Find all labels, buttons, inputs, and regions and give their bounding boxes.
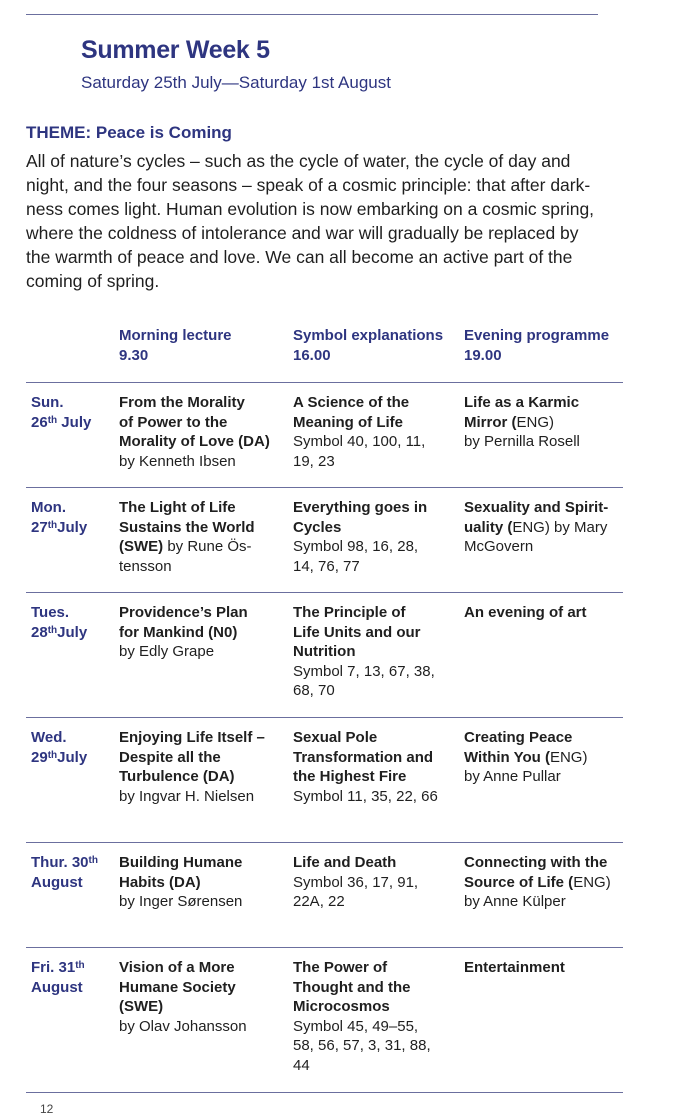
session-title-line: Turbulence (DA) xyxy=(119,768,235,786)
row-divider xyxy=(26,947,623,948)
session-title-line: Despite all the xyxy=(119,748,221,766)
morning-lecture-cell xyxy=(119,728,289,806)
page-number: 12 xyxy=(40,1102,54,1116)
session-detail-line: Symbol 36, 17, 91, xyxy=(293,873,419,891)
session-detail-part: ENG) xyxy=(573,873,611,891)
intro-line: where the coldness of intolerance and war will gradually be replaced by xyxy=(26,223,579,243)
session-title-line: Connecting with the xyxy=(464,854,608,871)
session-title-line: (SWE) xyxy=(119,998,164,1016)
session-detail-line: by Ingvar H. Nielsen xyxy=(119,787,255,805)
session-detail-line: tensson xyxy=(119,557,172,575)
session-title-line: Providence’s Plan xyxy=(119,604,248,621)
evening-programme-cell xyxy=(464,498,624,557)
session-title-line: Sexuality and Spirit- xyxy=(464,499,609,516)
bottom-rule xyxy=(26,1092,623,1093)
day-line xyxy=(31,518,117,538)
day-month: July xyxy=(57,623,88,641)
top-rule xyxy=(26,14,598,15)
day-cell xyxy=(31,393,117,432)
day-cell xyxy=(31,498,117,537)
day-name: Fri. 31 xyxy=(31,959,76,976)
session-title-line: Microcosmos xyxy=(293,998,390,1016)
session-title-line: of Power to the xyxy=(119,413,228,431)
day-month: July xyxy=(57,413,92,431)
column-time: 19.00 xyxy=(464,347,502,364)
session-detail-line: by Pernilla Rosell xyxy=(464,433,580,451)
intro-line: coming of spring. xyxy=(26,271,160,291)
day-line xyxy=(31,748,117,768)
session-mixed-line xyxy=(464,518,624,538)
session-detail-line: 68, 70 xyxy=(293,682,335,700)
session-detail-line: 14, 76, 77 xyxy=(293,557,360,575)
session-title-part: Mirror ( xyxy=(464,413,517,431)
intro-paragraph xyxy=(26,149,666,293)
column-label: Morning lecture xyxy=(119,327,232,344)
day-name: Mon. xyxy=(31,499,66,516)
session-detail-line: 22A, 22 xyxy=(293,893,345,911)
day-suffix: th xyxy=(47,624,58,636)
day-number: 27 xyxy=(31,518,48,536)
evening-programme-cell xyxy=(464,603,624,623)
session-detail-part: ENG) by Mary xyxy=(512,518,608,536)
session-title-line: Life Units and our xyxy=(293,623,421,641)
morning-lecture-cell xyxy=(119,853,289,912)
row-divider xyxy=(26,592,623,593)
session-title-line: From the Morality xyxy=(119,394,245,411)
evening-programme-cell xyxy=(464,728,624,787)
session-title-line: Sustains the World xyxy=(119,518,255,536)
intro-line: ness comes light. Human evolution is now embarking on a cosmic spring, xyxy=(26,199,595,219)
day-name: Tues. xyxy=(31,604,70,621)
morning-lecture-cell xyxy=(119,393,289,471)
day-name: Sun. xyxy=(31,394,64,411)
session-title-part: Within You ( xyxy=(464,748,550,766)
session-detail-line: by Kenneth Ibsen xyxy=(119,452,236,470)
session-title-line: A Science of the xyxy=(293,394,410,411)
session-detail-line: McGovern xyxy=(464,538,534,556)
symbol-explanation-cell xyxy=(293,498,461,576)
session-detail-line: by Anne Pullar xyxy=(464,768,561,786)
session-title-line: The Power of xyxy=(293,959,388,976)
day-line xyxy=(31,728,117,748)
day-name: Wed. xyxy=(31,729,67,746)
day-line xyxy=(31,603,117,623)
day-line xyxy=(31,958,117,978)
column-header-morning xyxy=(119,326,232,366)
day-suffix: th xyxy=(47,519,58,531)
session-mixed-line xyxy=(464,873,624,893)
symbol-explanation-cell xyxy=(293,728,461,806)
session-title-line: for Mankind (N0) xyxy=(119,623,238,641)
day-line xyxy=(31,873,117,893)
session-detail-line: by Olav Johansson xyxy=(119,1017,247,1035)
theme-heading: THEME: Peace is Coming xyxy=(26,123,232,142)
symbol-explanation-cell xyxy=(293,853,461,912)
session-mixed-line xyxy=(464,413,624,433)
day-cell xyxy=(31,728,117,767)
day-suffix: th xyxy=(75,960,85,971)
day-month: August xyxy=(31,978,83,996)
day-line xyxy=(31,498,117,518)
session-title-line: Creating Peace xyxy=(464,729,573,746)
session-detail-line: Symbol 45, 49–55, xyxy=(293,1017,419,1035)
session-detail-line: by Edly Grape xyxy=(119,643,215,661)
morning-lecture-cell xyxy=(119,603,289,662)
session-detail-line: Symbol 40, 100, 11, xyxy=(293,433,426,451)
morning-lecture-cell xyxy=(119,498,289,576)
session-title-line: Meaning of Life xyxy=(293,413,403,431)
row-divider xyxy=(26,382,623,383)
session-title-part: Source of Life ( xyxy=(464,873,574,891)
session-title-line: Humane Society xyxy=(119,978,236,996)
day-cell xyxy=(31,958,117,997)
session-title-line: Building Humane xyxy=(119,854,243,871)
day-line xyxy=(31,853,117,873)
day-line xyxy=(31,393,117,413)
day-number: 26 xyxy=(31,413,48,431)
day-cell xyxy=(31,603,117,642)
session-detail-line: Symbol 7, 13, 67, 38, xyxy=(293,662,435,680)
session-title-part: uality ( xyxy=(464,518,513,536)
column-time: 16.00 xyxy=(293,347,331,364)
session-detail-part: by Rune Ös- xyxy=(163,538,252,556)
intro-line: the warmth of peace and love. We can all become an active part of the xyxy=(26,247,573,267)
session-title-line: Life as a Karmic xyxy=(464,394,580,411)
session-mixed-line xyxy=(464,748,624,768)
symbol-explanation-cell xyxy=(293,603,461,701)
evening-programme-cell xyxy=(464,853,624,912)
session-detail-line: Symbol 98, 16, 28, xyxy=(293,538,419,556)
day-month: July xyxy=(57,748,88,766)
session-title-line: Everything goes in xyxy=(293,499,428,516)
session-detail-line: 58, 56, 57, 3, 31, 88, xyxy=(293,1037,431,1055)
session-title-line: Vision of a More xyxy=(119,959,235,976)
intro-line: All of nature’s cycles – such as the cycle of water, the cycle of day and xyxy=(26,151,571,171)
session-detail-line: Symbol 11, 35, 22, 66 xyxy=(293,787,438,805)
session-title-line: Enjoying Life Itself – xyxy=(119,729,265,746)
day-name: Thur. 30 xyxy=(31,854,89,871)
evening-programme-cell xyxy=(464,393,624,452)
day-month: August xyxy=(31,873,83,891)
session-detail-line: 19, 23 xyxy=(293,452,335,470)
session-title-line: Morality of Love (DA) xyxy=(119,433,270,451)
column-label: Evening programme xyxy=(464,327,610,344)
session-title-line: The Principle of xyxy=(293,604,406,621)
page-subtitle: Saturday 25th July—Saturday 1st August xyxy=(81,73,391,92)
day-line xyxy=(31,413,117,433)
session-title-line: Cycles xyxy=(293,518,342,536)
page-title: Summer Week 5 xyxy=(81,36,270,64)
session-detail-line: by Anne Külper xyxy=(464,893,566,911)
session-detail-line: 44 xyxy=(293,1056,310,1074)
session-title-line: Life and Death xyxy=(293,854,397,871)
session-title-line: The Light of Life xyxy=(119,499,236,516)
column-header-evening xyxy=(464,326,609,366)
day-number: 29 xyxy=(31,748,48,766)
day-line xyxy=(31,978,117,998)
row-divider xyxy=(26,717,623,718)
day-cell xyxy=(31,853,117,892)
session-title-line: Transformation and xyxy=(293,748,434,766)
session-title-line: Thought and the xyxy=(293,978,411,996)
session-detail-part: ENG) xyxy=(549,748,588,766)
evening-programme-cell xyxy=(464,958,624,978)
day-suffix: th xyxy=(88,855,98,866)
day-suffix: th xyxy=(47,414,58,426)
column-time: 9.30 xyxy=(119,347,149,364)
session-title-line: Entertainment xyxy=(464,959,565,976)
session-detail-part: ENG) xyxy=(516,413,554,431)
session-title-line: An evening of art xyxy=(464,604,587,621)
session-title-line: Nutrition xyxy=(293,643,356,661)
symbol-explanation-cell xyxy=(293,393,461,471)
intro-line: night, and the four seasons – speak of a cosmic principle: that after dark- xyxy=(26,175,591,195)
row-divider xyxy=(26,487,623,488)
session-title-line: Sexual Pole xyxy=(293,729,378,746)
day-suffix: th xyxy=(47,749,58,761)
day-line xyxy=(31,623,117,643)
day-number: 28 xyxy=(31,623,48,641)
day-month: July xyxy=(57,518,88,536)
morning-lecture-cell xyxy=(119,958,289,1036)
symbol-explanation-cell xyxy=(293,958,461,1076)
row-divider xyxy=(26,842,623,843)
session-title-part: (SWE) xyxy=(119,538,164,556)
session-mixed-line xyxy=(119,537,289,557)
session-detail-line: by Inger Sørensen xyxy=(119,893,243,911)
session-title-line: Habits (DA) xyxy=(119,873,201,891)
session-title-line: the Highest Fire xyxy=(293,768,407,786)
column-header-symbol xyxy=(293,326,443,366)
column-label: Symbol explanations xyxy=(293,327,444,344)
